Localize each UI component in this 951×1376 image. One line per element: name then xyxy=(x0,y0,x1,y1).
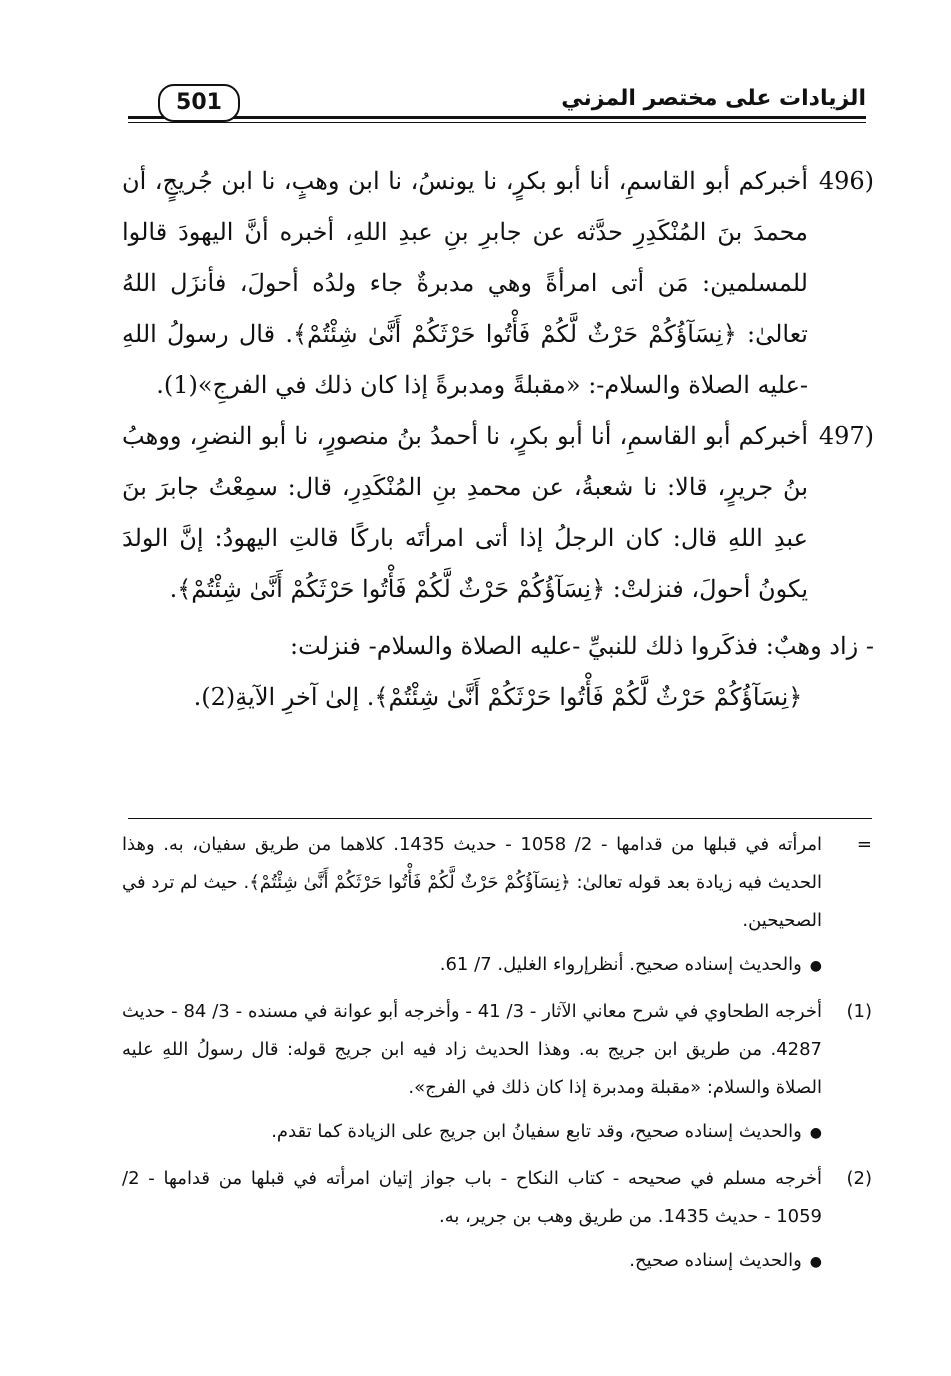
entry-number: 496) xyxy=(818,167,874,195)
hadith-entry-496 xyxy=(122,156,874,411)
page-header xyxy=(128,84,866,134)
footnote-continued xyxy=(122,826,874,985)
hadith-entry-497 xyxy=(122,411,874,615)
entry-number: 497) xyxy=(818,422,874,450)
header-rule-thin xyxy=(128,122,866,123)
footnote-1 xyxy=(122,993,874,1152)
footnote-divider xyxy=(128,818,872,819)
bullet-icon: ● xyxy=(809,958,822,974)
bullet-icon: ● xyxy=(809,1125,822,1141)
footnote-grading xyxy=(122,1113,822,1152)
entry-addendum: - زاد وهبٌ: فذكَروا ذلك للنبيِّ -عليه الصلاة والسلام- فنزلت: xyxy=(290,632,874,660)
footnote-mark: = xyxy=(856,834,872,855)
header-rule xyxy=(128,116,866,119)
footnote-text: أخرجه مسلم في صحيحه - كتاب النكاح - باب جواز إتيان امرأته في قبلها من قدامها - 2/ 1059 - حديث 1435. من طريق وهب بن جرير، به. xyxy=(122,1168,822,1227)
footnote-text: امرأته في قبلها من قدامها - 2/ 1058 - حديث 1435. كلاهما من طريق سفيان، به. وهذا الحديث فيه زيادة بعد قوله تعالىٰ: ﴿نِسَآؤُكُمْ حَرْثٌ لَّكُمْ فَأْتُوا حَرْثَكُمْ أَنَّىٰ شِئْتُمْ﴾. حيث لم ترد في الصحيحين. xyxy=(122,834,823,931)
footnote-mark: (2) xyxy=(846,1168,872,1189)
page-number: 501 xyxy=(158,84,240,122)
footnote-mark: (1) xyxy=(846,1001,872,1022)
footnote-grading xyxy=(122,946,822,985)
entry-text: أخبركم أبو القاسمِ، أنا أبو بكرٍ، نا يونسُ، نا ابن وهبٍ، نا ابن جُريجٍ، أن محمدَ بنَ المُنْكَدِرِ حدَّثه عن جابرِ بنِ عبدِ اللهِ، أخبره أنَّ اليهودَ قالوا للمسلمين: مَن أتى امرأةً وهي مدبرةٌ جاء ولدُه أحولَ، فأنزَل اللهُ تعالىٰ: ﴿نِسَآؤُكُمْ حَرْثٌ لَّكُمْ فَأْتُوا حَرْثَكُمْ أَنَّىٰ شِئْتُمْ﴾. قال رسولُ اللهِ -عليه الصلاة والسلام-: «مقبلةً ومدبرةً إذا كان ذلك في الفرجِ»(1). xyxy=(122,167,808,399)
book-title: الزيادات على مختصر المزني xyxy=(561,86,866,111)
grading-text: والحديث إسناده صحيح. xyxy=(629,1250,802,1271)
entry-text: أخبركم أبو القاسمِ، أنا أبو بكرٍ، نا أحمدُ بنُ منصورٍ، نا أبو النضرِ، ووهبُ بنُ جريرٍ، قالا: نا شعبةُ، عن محمدِ بنِ المُنْكَدِرِ، قال: سمِعْتُ جابرَ بنَ عبدِ اللهِ قال: كان الرجلُ إذا أتى امرأتَه باركًا قالتِ اليهودُ: إنَّ الولدَ يكونُ أحولَ، فنزلتْ: ﴿نِسَآؤُكُمْ حَرْثٌ لَّكُمْ فَأْتُوا حَرْثَكُمْ أَنَّىٰ شِئْتُمْ﴾. xyxy=(122,422,808,603)
footnote-text: أخرجه الطحاوي في شرح معاني الآثار - 3/ 41 - وأخرجه أبو عوانة في مسنده - 3/ 84 - حديث 4287. من طريق ابن جريج به. وهذا الحديث زاد فيه ابن جريج قوله: قال رسولُ اللهِ عليه الصلاة والسلام: «مقبلة ومدبرة إذا كان ذلك في الفرج». xyxy=(122,1001,822,1098)
bullet-icon: ● xyxy=(809,1254,822,1270)
addendum-quote: ﴿نِسَآؤُكُمْ حَرْثٌ لَّكُمْ فَأْتُوا حَرْثَكُمْ أَنَّىٰ شِئْتُمْ﴾. إلىٰ آخرِ الآيةِ(2). xyxy=(193,683,803,711)
footnote-grading xyxy=(122,1242,822,1281)
main-text xyxy=(122,156,874,723)
grading-text: والحديث إسناده صحيح. أنظرإرواء الغليل. 7/ 61. xyxy=(439,954,802,975)
footnote-2 xyxy=(122,1160,874,1281)
footnotes xyxy=(122,826,874,1289)
grading-text: والحديث إسناده صحيح، وقد تابع سفيانُ ابن جريج على الزيادة كما تقدم. xyxy=(271,1121,802,1142)
